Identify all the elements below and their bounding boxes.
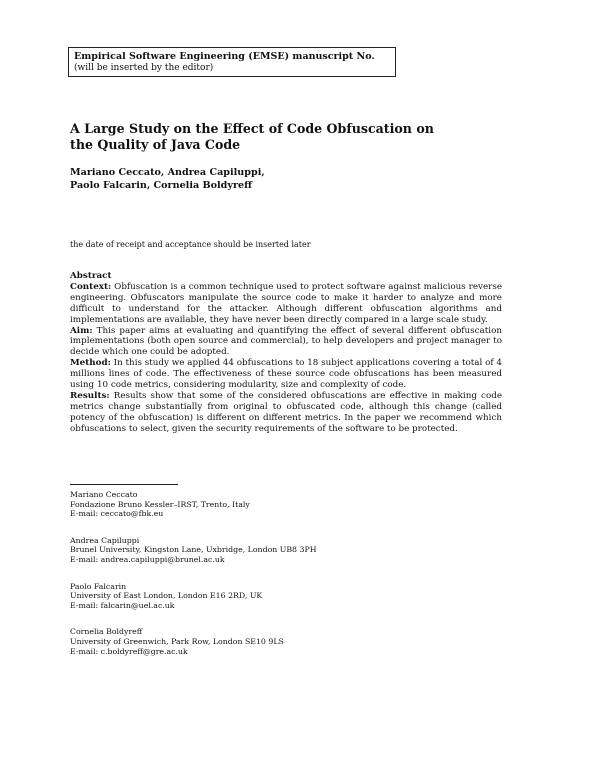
author-line: Paolo Falcarin, Cornelia Boldyreff [70,179,252,191]
abstract-aim [70,326,502,359]
affiliation-org: University of Greenwich, Park Row, London SE10 9LS [70,636,284,646]
affiliation-email: E-mail: ceccato@fbk.eu [70,509,164,519]
journal-name: Empirical Software Engineering (EMSE) manuscript No. [74,51,375,62]
method-label: Method: [70,358,111,369]
affiliation-org: Fondazione Bruno Kessler–IRST, Trento, Italy [70,499,250,509]
affiliation-email: E-mail: andrea.capiluppi@brunel.ac.uk [70,554,225,564]
method-text: In this study we applied 44 obfuscations to 18 subject applications covering a total of 4 millions lines of code. The effectiveness of these source code obfuscations has been measured using 10 code metrics, considering modularity, size and complexity of code. [70,358,502,391]
affiliation-block [70,582,430,611]
results-text: Results show that some of the considered obfuscations are effective in making code metrics change substantially from original to obfuscated code, although this change (called potency of the obfuscation) is different on different metrics. In the paper we recommend which obfuscations to select, given the security requirements of the software to be protected. [70,390,502,434]
abstract-section [70,271,502,435]
context-text: Obfuscation is a common technique used to protect software against malicious reverse engineering. Obfuscators manipulate the source code to make it harder to analyze and more difficult to understand for the attacker. Although different obfuscation algorithms and implementations are available, they have never been directly compared in a large scale study. [70,281,502,325]
affiliation-name: Andrea Capiluppi [70,535,140,545]
affiliations [70,490,430,673]
affiliation-block [70,536,430,565]
abstract-heading: Abstract [70,271,112,281]
author-list [70,167,430,192]
author-line: Mariano Ceccato, Andrea Capiluppi, [70,167,265,178]
affiliation-block [70,627,430,656]
aim-label: Aim: [70,325,93,336]
abstract-results [70,391,502,435]
affiliation-org: Brunel University, Kingston Lane, Uxbridge, London UB8 3PH [70,545,317,555]
editor-note: (will be inserted by the editor) [74,63,214,73]
affiliation-org: University of East London, London E16 2RD, UK [70,591,263,601]
paper-title: A Large Study on the Effect of Code Obfuscation on the Quality of Java Code [70,121,434,152]
affiliation-name: Cornelia Boldyreff [70,627,143,637]
abstract-method [70,358,502,391]
journal-header-box [68,47,396,77]
footnote-rule [70,484,178,485]
context-label: Context: [70,281,112,292]
abstract-context [70,282,502,326]
received-note: the date of receipt and acceptance should be inserted later [70,240,311,249]
affiliation-block [70,490,430,519]
affiliation-name: Paolo Falcarin [70,581,127,591]
results-label: Results: [70,390,110,401]
affiliation-name: Mariano Ceccato [70,490,138,499]
aim-text: This paper aims at evaluating and quantifying the effect of several different obfuscation implementations (both open source and commercial), to help developers and project manager to decide which one could be adopted. [70,325,502,358]
affiliation-email: E-mail: c.boldyreff@gre.ac.uk [70,646,188,656]
affiliation-email: E-mail: falcarin@uel.ac.uk [70,600,175,610]
